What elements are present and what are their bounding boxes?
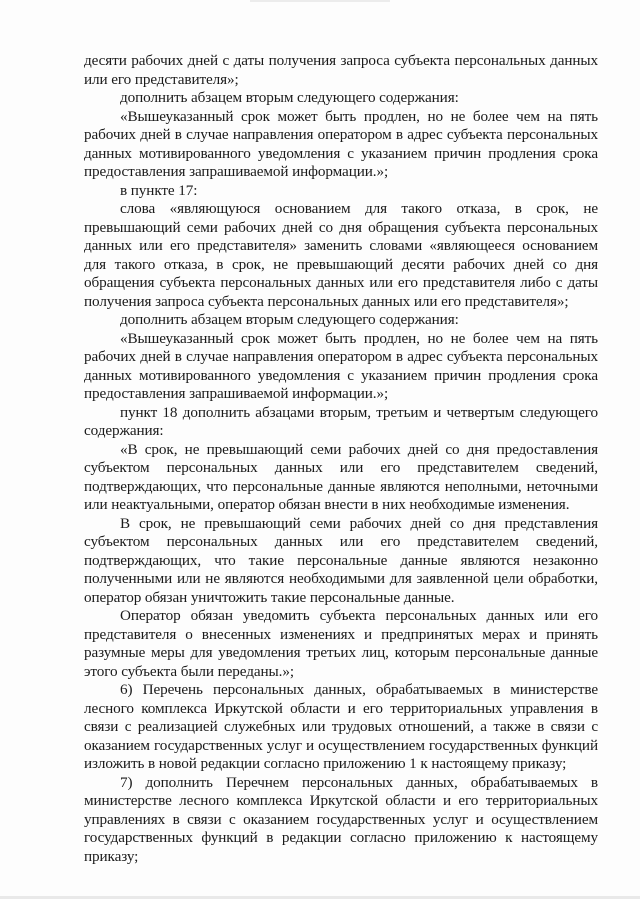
paragraph-quoted-text: «Вышеуказанный срок может быть продлен, но не более чем на пять рабочих дней в случае направления оператором в адрес субъекта персональных данных мотивированного уведомления с указанием причин продления срока предоставления запрашиваемой информации.»;	[84, 329, 598, 402]
paragraph-item-heading: пункт 18 дополнить абзацами вторым, третьим и четвертым следующего содержания:	[84, 403, 598, 439]
paragraph-quoted-text: «Вышеуказанный срок может быть продлен, но не более чем на пять рабочих дней в случае направления оператором в адрес субъекта персональных данных мотивированного уведомления с указанием причин продления срока предоставления запрашиваемой информации.»;	[84, 107, 598, 180]
paragraph-quoted-text: В срок, не превышающий семи рабочих дней со дня представления субъектом персональных данных или его представителем сведений, подтверждающих, что такие персональные данные являются незаконно полученными или не являются необходимыми для заявленной цели обработки, оператор обязан уничтожить такие персональные данные.	[84, 514, 598, 606]
paragraph-quoted-text: Оператор обязан уведомить субъекта персональных данных или его представителя о внесенных изменениях и предпринятых мерах и принять разумные меры для уведомления третьих лиц, которым персональные данные этого субъекта были переданы.»;	[84, 607, 598, 680]
paragraph-item-heading: в пункте 17:	[120, 181, 198, 199]
paragraph-amend-instruction: дополнить абзацем вторым следующего содержания:	[120, 89, 459, 106]
paragraph-continuation: десяти рабочих дней с даты получения запроса субъекта персональных данных или его представителя»;	[84, 52, 598, 88]
paragraph-quoted-text: «В срок, не превышающий семи рабочих дней со дня предоставления субъектом персональных данных или его представителем сведений, подтверждающих, что персональные данные являются неполными, неточными или неактуальными, оператор обязан внести в них необходимые изменения.	[84, 440, 598, 513]
paragraph-amend-instruction: дополнить абзацем вторым следующего содержания:	[120, 311, 459, 328]
document-body	[84, 52, 598, 866]
paragraph-replace-words: слова «являющуюся основанием для такого отказа, в срок, не превышающий семи рабочих дней со дня обращения субъекта персональных данных или его представителя» заменить словами «являющееся основанием для такого отказа, в срок, не превышающий десяти рабочих дней со дня обращения субъекта персональных данных или его представителя либо с даты получения запроса субъекта персональных данных или его представителя»;	[84, 200, 598, 310]
paragraph-numbered-item: 7) дополнить Перечнем персональных данных, обрабатываемых в министерстве лесного комплекса Иркутской области и его территориальных управлениях в связи с оказанием государственных услуг и осуществлением государственных функций в редакции согласно приложению к настоящему приказу;	[84, 773, 598, 865]
scan-artifact	[250, 0, 390, 2]
paragraph-numbered-item: 6) Перечень персональных данных, обрабатываемых в министерстве лесного комплекса Иркутской области и его территориальных управления в связи с реализацией служебных или трудовых отношений, а также в связи с оказанием государственных услуг и осуществлением государственных функций изложить в новой редакции согласно приложению 1 к настоящему приказу;	[84, 681, 598, 772]
